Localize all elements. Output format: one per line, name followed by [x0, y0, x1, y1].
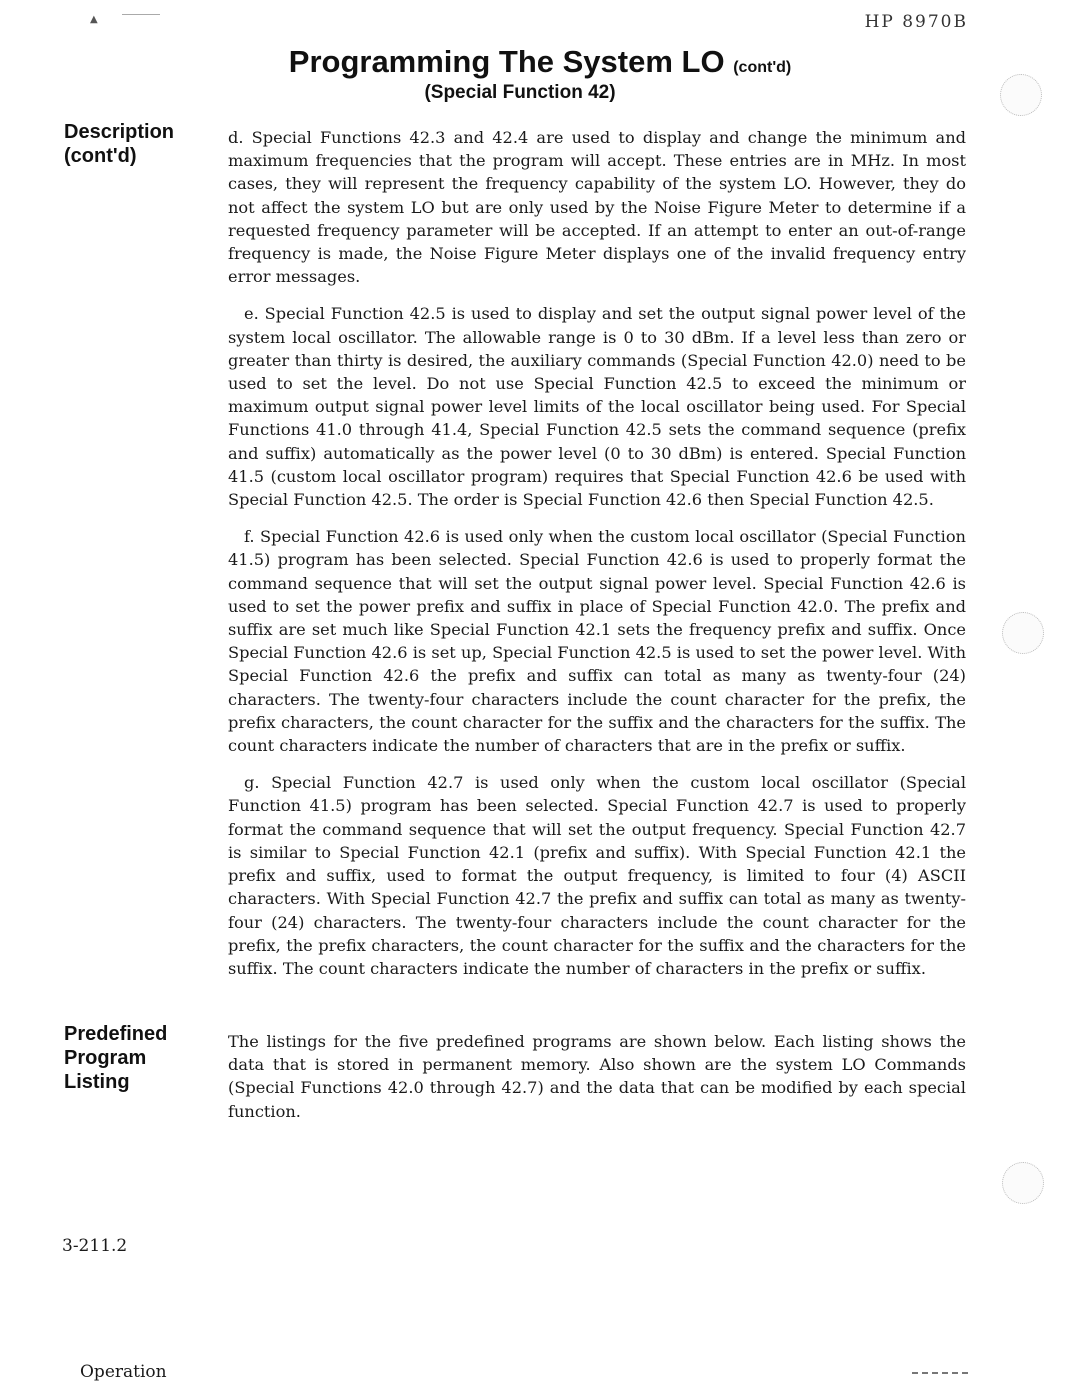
paragraph-f: f. Special Function 42.6 is used only when the custom local oscillator (Special Function 41.5) program has been selected. Special Function 42.6 is used to properly format the command sequence that will set the output signal power level. Special Function 42.6 is used to set the power prefix and suffix in place of Special Function 42.0. The prefix and suffix are set much like Special Function 42.1 sets the frequency prefix and suffix. Once Special Function 42.6 is set up, Special Function 42.5 is used to set the power level. With Special Function 42.6 the prefix and suffix can total as many as twenty-four (24) characters. The twenty-four characters include the count character for the prefix, the prefix characters, the count character for the suffix and the characters for the suffix. The count characters indicate the number of characters that are in the prefix or suffix.	[228, 527, 966, 756]
page-subtitle: (Special Function 42)	[424, 82, 616, 103]
description-heading-line2: (cont'd)	[64, 145, 137, 167]
predefined-heading-line3: Listing	[64, 1071, 130, 1093]
predefined-heading-line1: Predefined	[64, 1023, 168, 1045]
page-title	[0, 44, 1080, 80]
description-heading-line1: Description	[64, 121, 175, 143]
footer-model-cutoff	[912, 1372, 968, 1380]
footer-section: Operation	[80, 1362, 167, 1382]
title-text: Programming The System LO	[288, 44, 725, 79]
predefined-heading-line2: Program	[64, 1047, 147, 1069]
predefined-body	[228, 1030, 966, 1137]
punch-hole-bottom	[1002, 1162, 1044, 1204]
paragraph-e: e. Special Function 42.5 is used to display and set the output signal power level of the system local oscillator. The allowable range is 0 to 30 dBm. If a level less than zero or greater than thirty is desired, the auxiliary commands (Special Function 42.0) need to be used to set the level. Do not use Special Function 42.5 to exceed the minimum or maximum output signal power level limits of the local oscillator being used. For Special Functions 41.0 through 41.4, Special Function 42.5 sets the command sequence (prefix and suffix) automatically as the power level (0 to 30 dBm) is entered. Special Function 41.5 (custom local oscillator program) requires that Special Function 42.6 be used with Special Function 42.5. The order is Special Function 42.6 then Special Function 42.5.	[228, 304, 966, 510]
paragraph-g: g. Special Function 42.7 is used only when the custom local oscillator (Special Function 41.5) program has been selected. Special Function 42.7 is used to properly format the command sequence that will set the output frequency. Special Function 42.7 is similar to Special Function 42.1 (prefix and suffix). With Special Function 42.1 the prefix and suffix, used to format the output frequency, is limited to four (4) ASCII characters. With Special Function 42.7 the prefix and suffix can total as many as twenty-four (24) characters. The twenty-four characters include the count character for the prefix, the prefix characters, the count character for the suffix and the characters for the suffix. The count characters indicate the number of characters in the prefix or suffix.	[228, 773, 966, 978]
model-number: HP 8970B	[864, 12, 968, 32]
predefined-heading	[64, 1022, 167, 1094]
paragraph-d: d. Special Functions 42.3 and 42.4 are used to display and change the minimum and maximum frequencies that the program will accept. These entries are in MHz. In most cases, they will represent the frequency capability of the system LO. However, they do not affect the system LO but are only used by the Noise Figure Meter to determine if a requested frequency parameter will be accepted. If an attempt to enter an out-of-range frequency is made, the Noise Figure Meter displays one of the invalid frequency entry error messages.	[228, 128, 966, 287]
scan-speck: ▲	[90, 14, 98, 25]
description-body	[228, 126, 966, 994]
description-heading	[64, 120, 174, 168]
scan-mark	[122, 14, 160, 15]
paragraph-listing: The listings for the five predefined programs are shown below. Each listing shows the data that is stored in permanent memory. Also shown are the system LO Commands (Special Functions 42.0 through 42.7) and the data that can be modified by each special function.	[228, 1032, 966, 1121]
page-number: 3-211.2	[62, 1236, 128, 1256]
punch-hole-middle	[1002, 612, 1044, 654]
title-contd: (cont'd)	[733, 59, 792, 76]
